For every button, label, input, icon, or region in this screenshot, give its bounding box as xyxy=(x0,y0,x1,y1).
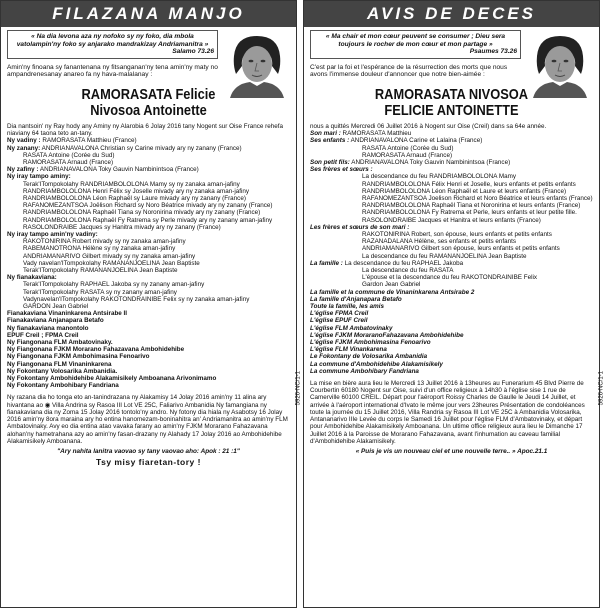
death-notice: nous a quittés Mercredi 06 Juillet 2016 à Nogent sur Oise (Creil) dans sa 64e année. xyxy=(310,122,547,130)
relation-label: Ny vadiny : xyxy=(7,137,41,145)
community-line: Ny Fiangonana FLM Ambatovinaky. xyxy=(7,339,113,347)
family-line xyxy=(7,253,290,260)
relation-names: ANDRIAMANARIVO Gilbert son épouse, leurs enfants et petits enfants xyxy=(362,245,560,253)
family-line xyxy=(310,238,593,245)
family-line xyxy=(310,202,593,209)
intro-text: C'est par la foi et l'espérance de la résurrection des morts que nous avons l'immense douleur d'annoncer que notre bien-aimée : xyxy=(310,63,508,79)
deceased-name-line1: RAMORASATA NIVOSOA xyxy=(374,86,529,103)
death-notice: Dia nantsoin' ny Ray hody any Aminy ny Alarobia 6 Jolay 2016 tany Nogent sur Oise France rehefa niaviany 64 taona teto an-tany. xyxy=(7,122,283,138)
community-list xyxy=(7,310,290,389)
relation-names: RANDRIAMBOLOLONA Fy Ratrema et Perle, leurs enfants et leur petite fille. xyxy=(362,209,577,217)
relation-names: ANDRIANAVALONA Toky Gauvin Nambinintsoa (France) xyxy=(349,158,511,166)
relation-names: RANDRIAMBOLOLONA Raphaël Fy Ratrema sy Perle mivady ary ny zanany aman-jafiny xyxy=(23,216,273,224)
quote-text: « Na dia levona aza ny nofoko sy ny foko, dia mbola vatolampin'ny foko sy anjarako mandrakizay Andriamanitra » xyxy=(16,33,209,48)
relation-names: RANDRIAMBOLOLONA Raphaël Tiana sy Noronirina mivady ary ny zanany (France) xyxy=(23,209,261,217)
community-line: Ny Fiangonana FLM Vinaninkarena xyxy=(7,360,112,368)
relation-names: RAKOTONIRINA Robert mivady sy ny zanaka aman-jafiny xyxy=(23,238,186,246)
community-line: Fianakaviana Vinaninkarena Antsirabe II xyxy=(7,310,128,318)
family-line xyxy=(7,202,290,209)
family-line xyxy=(7,224,290,231)
family-line xyxy=(310,181,593,188)
relation-names: Terak'ITompokolahy RAMANANJOELINA Jean Baptiste xyxy=(23,267,178,275)
community-line: La famille et la commune de Vinaninkarena Antsirabe 2 xyxy=(310,288,475,296)
relation-label: Ny zanany: xyxy=(7,144,41,152)
relation-names: La descendance du feu RAMANANJOELINA Jean Baptiste xyxy=(362,252,527,260)
intro-text: Amin'ny finoana sy fanantenana ny fitsanganan'ny tena amin'ny maty no ampandrenesanay anareo fa ny hava-malalanay : xyxy=(7,63,218,79)
family-line xyxy=(7,289,290,296)
community-line: Ny Fiangonana FJKM Ambohimasina Fenoarivo xyxy=(7,353,150,361)
closing-verse: "Ary nahita lanitra vaovao sy tany vaovao aho: Apok : 21 :1" xyxy=(57,447,240,455)
family-line xyxy=(7,217,290,224)
family-line xyxy=(310,245,593,252)
announcement-malagasy xyxy=(0,0,301,608)
relation-names: RASOLONDRAIBE Jacques et Hanitra et leurs enfants (France) xyxy=(362,216,541,224)
relation-names: RAKOTONIRINA Robert, son épouse, leurs enfants et petits enfants xyxy=(362,231,552,239)
family-line xyxy=(310,267,593,274)
funeral-schedule: La mise en bière aura lieu le Mercredi 13 Juillet 2016 à 13heures au Funerarium 45 Blvd Pierre de Courbertin 60180 Nogent sur Oise, suivi d'un office religieux à 14h30 à l'église sise 1 rue de Camerville 60100 CREIL. Départ pour l'aéroport Roissy Charles de Gaulle le Jeudi 14 Juillet, et arrivée à l'aéroport international d'Ivato le même jour vers 23heures Présentation de condoléances toute la journée du 15 Juillet 2016, Villa Randria sy Rasoa III Lot VE 25C à Ambanidia Volosarika, Antananarivo IIIe Levée du corps le Samedi 16 Juillet pour l'église FLM d'Ambatovinaky, et départ pour Ambohidehibe Alakamisikely Amboanana. Un ultime office religieux aura lieu le Dimanche 17 Juillet 2016 à la Paroisse de Morarano Fahazavana, avant l'inhumation au caveau familial d'Ambohidehibe Alakamisikely. xyxy=(310,380,585,445)
relation-label: La famille : xyxy=(310,259,343,267)
family-line xyxy=(7,274,290,281)
relation-names: Gardon Jean Gabriel xyxy=(362,281,421,289)
relation-label: Ny fianakaviana: xyxy=(7,274,57,282)
funeral-schedule: Ny razana dia ho tonga eto an-tanindrazana ny Alakamisy 14 Jolay 2016 amin'ny 11 alina ary hivantana ao ◉ Villa Andrina sy Rasoa III Lot VE 25C, Faliarivo Ambanidia Ny famangiana ny fianakaviana dia ny Zoma 15 Jolay 2016 tontolo'ny andro. Ny fotony dia hiala ny Asabotsy 16 Jolay 2016 amin'ny 8ora maraina ary ho entina hanomezam-boninahitra an' Andriamanitra ao amin'ny FLM Ambatovinaky. Avy eo dia entina atao vavaka farany ao amin'ny FJKM Morarano Fahazavana alohan'ny hametrahana azy ao amin'ny fasan-drazany ny Alahady 17 Jolay 2016 ao Ambohidehibe Alakamisikely Amboanana. xyxy=(7,394,288,445)
ad-code: 5926-NC/1-1 xyxy=(598,371,604,406)
quote-reference: Psaumes 73.26 xyxy=(469,48,517,56)
family-line xyxy=(310,224,593,231)
relation-label: Son mari : xyxy=(310,130,341,138)
family-line xyxy=(310,152,593,159)
relation-names: Terak'ITompokolahy RAPHAEL Jakoba sy ny zanany aman-jafiny xyxy=(23,281,205,289)
banner-title: FILAZANA MANJO xyxy=(1,1,296,27)
closing-notice: Tsy misy fiaretan-tory ! xyxy=(96,456,201,467)
relation-names: RAMORASATA Arnaud (France) xyxy=(362,151,453,159)
deceased-name-line2: FELICIE ANTOINETTE xyxy=(384,102,519,119)
ad-code: 5926-NC/1-1 xyxy=(295,371,301,406)
relation-names: Vady navelan'ITompokolahy RAMANANJOELINA Jean Baptiste xyxy=(23,259,200,267)
community-line: Ny Fokontany Ambohidehibe Alakamisikely Amboanana Arivonimamo xyxy=(7,375,217,383)
announcement-body xyxy=(310,123,593,445)
family-line xyxy=(310,281,593,288)
community-line: Ny Fokontany Volosarika Ambanidia. xyxy=(7,367,118,375)
family-line xyxy=(7,173,290,180)
relation-names: RAZANADALANA Hélène, ses enfants et petits enfants xyxy=(362,238,517,246)
relation-names: RAMORASATA Arnaud (France) xyxy=(23,158,114,166)
deceased-name-line2: Nivosoa Antoinette xyxy=(90,102,207,119)
family-line xyxy=(310,145,593,152)
community-line: La commune d'Ambohidehibe Alakamisikely xyxy=(310,360,443,368)
family-line xyxy=(7,195,290,202)
family-list xyxy=(7,137,290,310)
relation-label: Ny iray tampo aminy: xyxy=(7,173,71,181)
community-line: Ny Fiangonana FJKM Morarano Fahazavana Ambohidehibe xyxy=(7,346,185,354)
relation-names: RASOLONDRAIBE Jacques sy Hanitra mivady ary ny zanany (France) xyxy=(23,223,221,231)
relation-names: RANDRIAMBOLOLONA Léon Raphaël et Laure et leurs enfants (France) xyxy=(362,187,567,195)
family-line xyxy=(7,303,290,310)
relation-names: La descendance du feu RASATA xyxy=(362,267,454,275)
relation-names: Terak'ITompokolahy RANDRIAMBOLOLONA Mamy sy ny zanaka aman-jafiny xyxy=(23,180,240,188)
family-line xyxy=(310,159,593,166)
family-line xyxy=(7,137,290,144)
relation-names: ANDRIANAVALONA Toky Gauvin Nambinintsoa (France) xyxy=(38,166,199,174)
family-line xyxy=(7,267,290,274)
family-line xyxy=(7,209,290,216)
relation-label: Ny zafiny : xyxy=(7,166,39,174)
family-line xyxy=(310,274,593,281)
bible-quote xyxy=(7,30,218,59)
community-line: Fianakaviana Anjanapara Betafo xyxy=(7,317,104,325)
community-line: L'église FLM Vinankarena xyxy=(310,346,387,354)
family-line xyxy=(310,253,593,260)
family-line xyxy=(7,231,290,238)
family-line xyxy=(310,173,593,180)
relation-names: GARDON Jean Gabriel xyxy=(23,303,89,311)
announcement-french xyxy=(303,0,604,608)
relation-names: RAMORASATA Matthieu xyxy=(340,130,412,138)
relation-label: Ses enfants : xyxy=(310,137,350,145)
community-list xyxy=(310,289,593,375)
family-line xyxy=(7,152,290,159)
relation-names: ANDRIANAVALONA Carine et Lalaina (France) xyxy=(349,137,483,145)
relation-names: RANDRIAMBOLOLONA Henri Félix sy Joselle mivady ary ny zanaka aman-jafiny xyxy=(23,187,250,195)
relation-names: ANDRIANAVALONA Christian sy Carine mivady ary ny zanany (France) xyxy=(40,144,242,152)
relation-label: Les frères et sœurs de son mari : xyxy=(310,223,410,231)
family-line xyxy=(310,209,593,216)
bible-quote xyxy=(310,30,521,59)
family-line xyxy=(7,188,290,195)
community-line: La commune Ambohibary Fandriana xyxy=(310,367,419,375)
relation-names: RASATA Antoine (Corée du Sud) xyxy=(23,151,115,159)
community-line: L'église FJKM Ambohimasina Fenoarivo xyxy=(310,339,431,347)
relation-label: Ses frères et sœurs : xyxy=(310,166,373,174)
quote-text: « Ma chair et mon cœur peuvent se consumer ; Dieu sera toujours le rocher de mon cœur et mon partage » xyxy=(325,33,506,48)
family-line xyxy=(7,166,290,173)
community-line: La famille d'Anjanapara Betafo xyxy=(310,295,402,303)
community-line: EPUF Creil ; FPMA Creil xyxy=(7,331,79,339)
community-line: L'église FLM Ambatovinaky xyxy=(310,324,393,332)
family-line xyxy=(7,159,290,166)
relation-names: ANDRIAMANARIVO Gilbert mivady sy ny zanaka aman-jafiny xyxy=(23,252,196,260)
closing-verse: « Puis je vis un nouveau ciel et une nouvelle terre.. » Apoc.21.1 xyxy=(355,447,548,455)
family-line xyxy=(310,130,593,137)
family-line xyxy=(310,166,593,173)
relation-names: RANDRIAMBOLOLONA Raphaël Tiana et Noronirina et leurs enfants (France) xyxy=(362,202,581,210)
family-line xyxy=(7,145,290,152)
relation-names: L'épouse et la descendance du feu RAKOTONDRAINIBE Felix xyxy=(362,274,538,282)
community-line: Toute la famille, les amis xyxy=(310,303,384,311)
community-line: Le Fokontany de Volosarika Ambanidia xyxy=(310,353,428,361)
relation-names: RASATA Antoine (Corée du Sud) xyxy=(362,144,454,152)
relation-names: Terak'ITompokolahy RASATA sy ny zanany aman-jafiny xyxy=(23,288,177,296)
community-line: L'église EPUF Creil xyxy=(310,317,368,325)
relation-label: Son petit fils: xyxy=(310,158,350,166)
community-line: L'église FJKM MoraranoFahazavana Ambohidehibe xyxy=(310,331,464,339)
relation-names: RANDRIAMBOLOLONA Léon Raphaël sy Laure mivady ary ny zanany (France) xyxy=(23,195,246,202)
relation-names: RAFANOMEZANTSOA Joëlison Richard sy Noro Béatrice mivady ary ny zanany (France) xyxy=(23,202,273,210)
family-line xyxy=(7,238,290,245)
relation-names: RANDRIAMBOLOLONA Félix Henri et Joselle, leurs enfants et petits enfants xyxy=(362,180,576,188)
relation-names: La descendance du feu RAPHAEL Jakoba xyxy=(342,259,464,267)
relation-names: La descendance du feu RANDRIAMBOLOLONA Mamy xyxy=(362,173,516,181)
announcement-body xyxy=(7,123,290,445)
quote-reference: Salamo 73.26 xyxy=(172,48,214,56)
family-line xyxy=(7,245,290,252)
family-line xyxy=(310,137,593,144)
family-line xyxy=(7,260,290,267)
family-list xyxy=(310,130,593,288)
family-line xyxy=(310,231,593,238)
relation-names: RAFANOMEZANTSOA Joelison Richard et Noro Béatrice et leurs enfants (France) xyxy=(362,195,593,202)
relation-names: Vadynavelan'ITompokolahy RAKOTONDRAINIBE Felix sy ny zanaka aman-jafiny xyxy=(23,295,250,303)
family-line xyxy=(310,188,593,195)
family-line xyxy=(7,296,290,303)
family-line xyxy=(7,281,290,288)
community-line: Ny Fokontany Ambohibary Fandriana xyxy=(7,382,119,390)
family-line xyxy=(310,195,593,202)
community-line: Ny fianakaviana manontolo xyxy=(7,324,89,332)
banner-title: AVIS DE DECES xyxy=(304,1,599,27)
deceased-name-line1: RAMORASATA Felicie xyxy=(81,86,216,103)
relation-names: RABEMANOTRONA Hélène sy ny zanaka aman-jafiny xyxy=(23,245,176,253)
family-line xyxy=(310,260,593,267)
relation-label: Ny iray tampo amin'ny vadiny: xyxy=(7,231,98,239)
relation-names: RAMORASATA Matthieu (France) xyxy=(40,137,137,145)
family-line xyxy=(7,181,290,188)
family-line xyxy=(310,217,593,224)
community-line: L'église FPMA Creil xyxy=(310,310,369,318)
